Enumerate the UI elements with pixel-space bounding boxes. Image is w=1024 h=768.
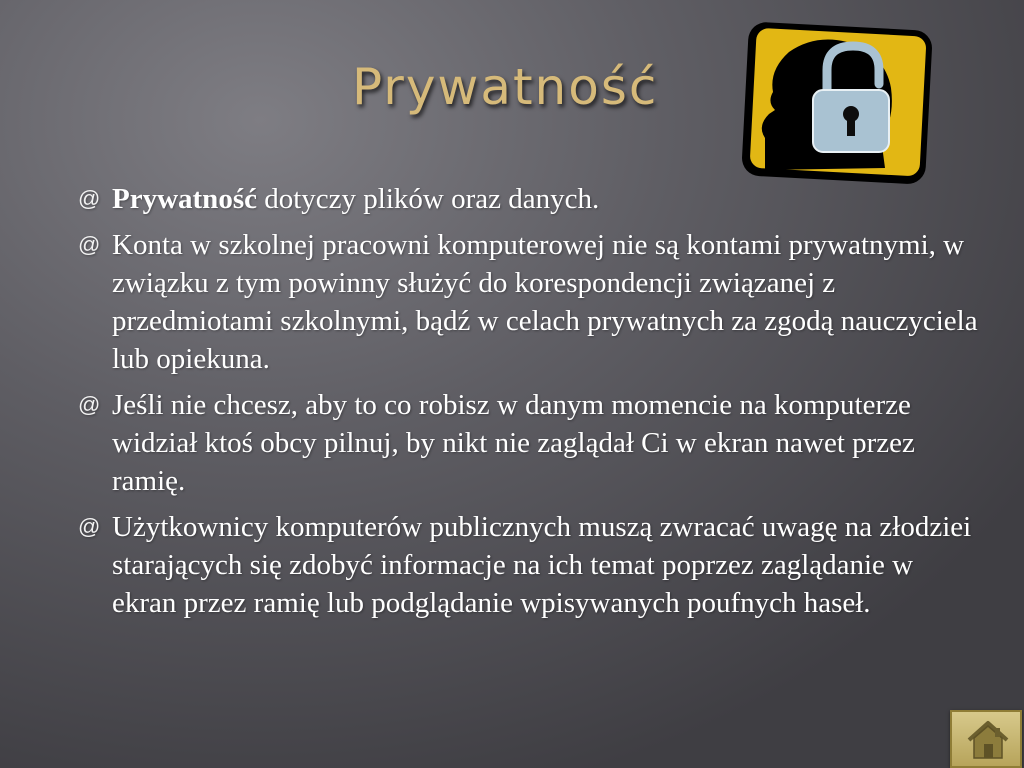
- bullet-text: Jeśli nie chcesz, aby to co robisz w danym momencie na komputerze widział ktoś obcy pilnuj, by nikt nie zaglądał Ci w ekran nawet przez ramię.: [112, 389, 915, 497]
- bullet-list: [78, 180, 978, 630]
- home-icon: [966, 718, 1010, 762]
- slide-title: Prywatność: [352, 58, 659, 116]
- bullet-item-3: [78, 386, 978, 500]
- bullet-text: Użytkownicy komputerów publicznych muszą zwracać uwagę na złodziei starających się zdobyć informacje na ich temat poprzez zaglądanie w ekran przez ramię lub podglądanie wpisywanych poufnych haseł.: [112, 511, 972, 619]
- bullet-item-1: [78, 180, 978, 218]
- bullet-marker: @: [78, 186, 101, 211]
- bullet-marker: @: [78, 514, 101, 539]
- privacy-logo: [735, 18, 935, 186]
- head-padlock-icon: [735, 18, 935, 186]
- bullet-text: Konta w szkolnej pracowni komputerowej nie są kontami prywatnymi, w związku z tym powinny służyć do korespondencji związanej z przedmiotami szkolnymi, bądź w celach prywatnych za zgodą nauczyciela lub opiekuna.: [112, 229, 978, 375]
- bullet-item-4: [78, 508, 978, 622]
- bullet-item-2: [78, 226, 978, 378]
- bullet-text: dotyczy plików oraz danych.: [256, 183, 600, 215]
- bullet-marker: @: [78, 392, 101, 417]
- bullet-bold-term: Prywatność: [112, 183, 257, 215]
- home-button[interactable]: [950, 710, 1022, 768]
- bullet-marker: @: [78, 232, 101, 257]
